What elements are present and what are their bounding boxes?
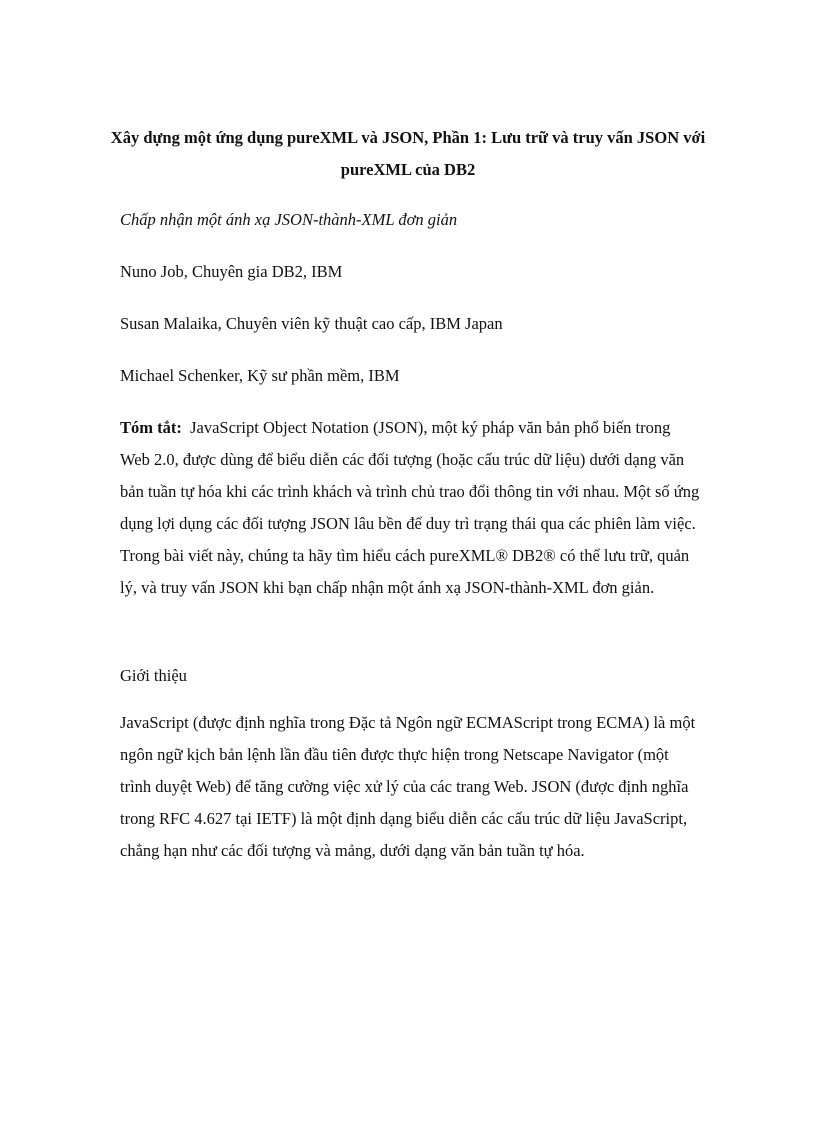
abstract-text: JavaScript Object Notation (JSON), một ký pháp văn bản phổ biến trong Web 2.0, được dùng để biểu diễn các đối tượng (hoặc cấu trúc dữ liệu) dưới dạng văn bản tuần tự hóa khi các trình khách và trình chủ trao đổi thông tin với nhau. Một số ứng dụng lợi dụng các đối tượng JSON lâu bền để duy trì trạng thái qua các phiên làm việc. Trong bài viết này, chúng ta hãy tìm hiểu cách pureXML® DB2® có thể lưu trữ, quản lý, và truy vấn JSON khi bạn chấp nhận một ánh xạ JSON-thành-XML đơn giản. bbox=[120, 418, 700, 597]
intro-paragraph: JavaScript (được định nghĩa trong Đặc tả Ngôn ngữ ECMAScript trong ECMA) là một ngôn ngữ kịch bản lệnh lần đầu tiên được thực hiện trong Netscape Navigator (một trình duyệt Web) để tăng cường việc xử lý của các trang Web. JSON (được định nghĩa trong RFC 4.627 tại IETF) là một định dạng biểu diễn các cấu trúc dữ liệu JavaScript, chẳng hạn như các đối tượng và mảng, dưới dạng văn bản tuần tự hóa. bbox=[120, 713, 696, 860]
document-subtitle: Chấp nhận một ánh xạ JSON-thành-XML đơn giản bbox=[120, 210, 458, 229]
section-heading: Giới thiệu bbox=[120, 666, 187, 685]
abstract-label: Tóm tắt: bbox=[120, 418, 182, 437]
abstract-paragraph bbox=[120, 412, 700, 604]
author-line: Michael Schenker, Kỹ sư phần mềm, IBM bbox=[120, 366, 400, 385]
author-line: Nuno Job, Chuyên gia DB2, IBM bbox=[120, 262, 343, 281]
document-title: Xây dựng một ứng dụng pureXML và JSON, Phần 1: Lưu trữ và truy vấn JSON với pureXML của DB2 bbox=[110, 128, 706, 179]
author-line: Susan Malaika, Chuyên viên kỹ thuật cao cấp, IBM Japan bbox=[120, 314, 503, 333]
